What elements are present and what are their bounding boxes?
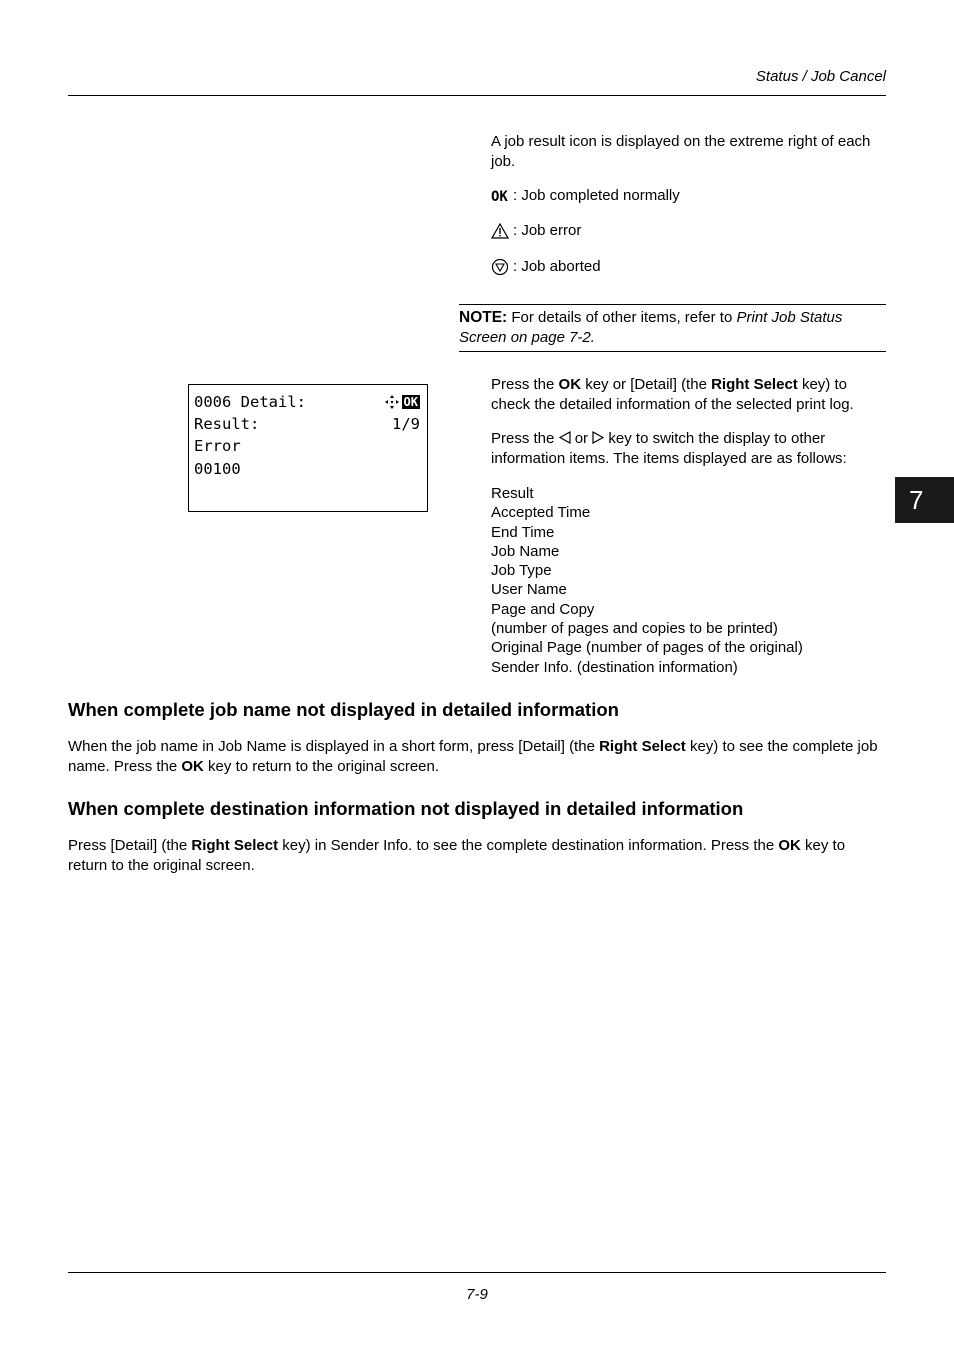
right-arrow-icon [592,431,604,444]
text: When the job name in Job Name is displayed in a short form, press [Detail] (the [68,738,600,755]
cross-arrow-icon [384,394,400,410]
text: key) to check the detailed information of the selected print log. [491,376,854,413]
running-header: Status / Job Cancel [755,68,886,85]
icon-legend-warning [491,221,581,241]
warning-icon [491,223,509,239]
text: key to return to the original screen. [68,837,846,874]
lcd-page-indicator: 1/9 [392,415,420,433]
note-box [459,304,886,352]
ok-icon [491,189,509,203]
text: key or [Detail] (the [581,376,712,393]
list-item: Job Name [491,542,560,560]
text: key) to see the complete job name. Press the [68,738,878,775]
detail-paragraph-1 [491,375,886,414]
list-item: Accepted Time [491,504,591,522]
list-item: End Time [491,523,555,541]
lcd-display [188,384,428,512]
text: or [570,430,593,447]
list-item: Sender Info. (destination information) [491,658,738,676]
lcd-row-1 [194,391,420,413]
detail-item-list [491,484,886,677]
text: Press the [491,376,559,393]
ok-key-label: OK [778,837,801,854]
icon-legend-aborted [491,257,601,277]
lcd-title: 0006 Detail: [194,393,306,411]
aborted-icon [491,258,509,276]
text: Press [Detail] (the [68,837,192,854]
note-reference: Print Job Status Screen on page 7-2. [459,309,843,346]
left-arrow-icon [559,431,571,444]
intro-text: A job result icon is displayed on the extreme right of each job. [491,133,871,170]
section-heading-destination: When complete destination information not displayed in detailed information [68,798,744,819]
icon-legend-label: : Job error [513,222,582,239]
note-label: NOTE: [459,309,508,326]
svg-text:OK: OK [491,189,508,203]
right-select-key-label: Right Select [599,738,686,755]
section-paragraph-destination [68,836,886,875]
lcd-result-label: Result: [194,415,260,433]
list-item: Result [491,485,534,502]
icon-legend-ok [491,186,680,206]
section-paragraph-job-name [68,737,886,776]
section-heading-job-name: When complete job name not displayed in detailed information [68,699,619,720]
right-select-key-label: Right Select [191,837,279,854]
ok-key-label: OK [558,376,582,393]
detail-paragraph-2 [491,429,886,468]
list-item: Page and Copy [491,600,595,618]
chapter-tab: 7 [895,477,954,523]
list-item: User Name [491,581,567,599]
note-text: For details of other items, refer to [511,309,737,326]
text: key to switch the display to other information items. The items displayed are as follows: [491,430,847,467]
ok-key-label: OK [181,757,204,775]
lcd-row-4: 00100 [194,460,241,478]
footer-rule [68,1272,886,1273]
icon-legend-label: : Job completed normally [513,187,680,204]
list-item: Original Page (number of pages of the original) [491,639,803,657]
lcd-row-3: Error [194,437,241,455]
text: key) in Sender Info. to see the complete destination information. Press the [278,837,779,854]
list-item: Job Type [491,562,552,580]
icon-legend-label: : Job aborted [513,258,601,275]
header-rule [68,95,886,96]
lcd-row-2 [194,413,420,435]
lcd-status-icons [384,391,420,413]
ok-badge-icon: OK [403,395,418,409]
list-item: (number of pages and copies to be printed) [491,620,778,638]
right-select-key-label: Right Select [711,376,798,393]
text: key to return to the original screen. [203,757,440,775]
text: Press the [491,430,559,447]
page-number: 7-9 [466,1286,488,1303]
